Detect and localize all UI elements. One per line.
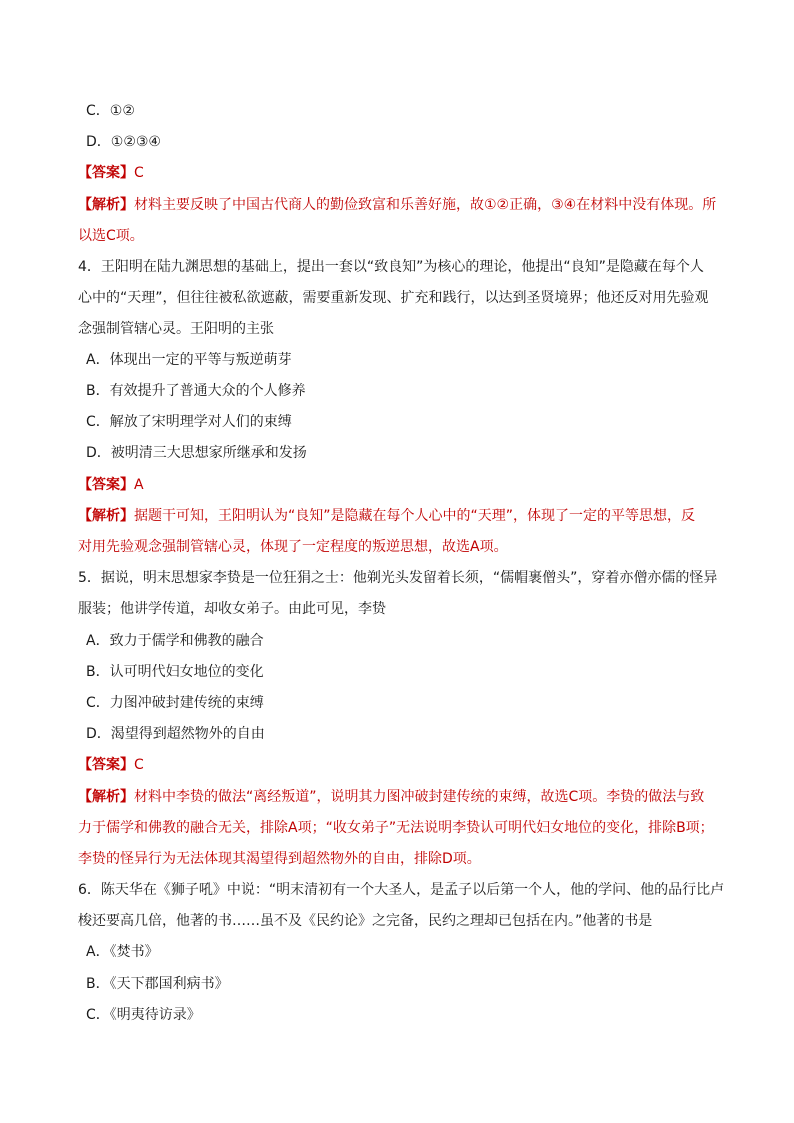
q4-analysis-line-1	[78, 506, 732, 526]
q5-stem-line-1: 5．据说，明末思想家李贽是一位狂狷之士：他剃光头发留着长须，“儒帽裹僧头”，穿着亦僧亦儒的怪异	[78, 570, 718, 586]
answer-tag: 【答案】	[78, 757, 134, 773]
q5-analysis-line-1	[78, 787, 732, 807]
q5-analysis-line-2: 力于儒学和佛教的融合无关，排除A项；“收女弟子”无法说明李贽认可明代妇女地位的变化，排除B项；	[78, 820, 714, 836]
analysis-text: 材料主要反映了中国古代商人的勤俭致富和乐善好施，故①②正确，③④在材料中没有体现。所	[134, 197, 717, 213]
q5-answer	[78, 755, 732, 775]
q3-answer	[78, 163, 732, 183]
q5-stem-line-2: 服装；他讲学传道，却收女弟子。由此可见，李贽	[78, 601, 386, 617]
q5-option-c: C．力图冲破封建传统的束缚	[86, 695, 264, 711]
q6-stem-line-2: 梭还要高几倍，他著的书……虽不及《民约论》之完备，民约之理却已包括在内。”他著的书是	[78, 913, 653, 929]
answer-value: C	[134, 165, 144, 181]
q4-answer	[78, 475, 732, 495]
q4-stem-line-2: 心中的“天理”，但往往被私欲遮蔽，需要重新发现、扩充和践行，以达到圣贤境界；他还反对用先验观	[78, 290, 709, 306]
answer-value: C	[134, 757, 144, 773]
q4-stem-line-3: 念强制管辖心灵。王阳明的主张	[78, 321, 274, 337]
q3-analysis-line-2: 以选C项。	[78, 228, 144, 244]
q4-option-a: A．体现出一定的平等与叛逆萌芽	[86, 352, 292, 368]
analysis-text: 据题干可知，王阳明认为“良知”是隐藏在每个人心中的“天理”，体现了一定的平等思想，反	[134, 508, 696, 524]
q4-option-d: D．被明清三大思想家所继承和发扬	[86, 445, 307, 461]
analysis-tag: 【解析】	[78, 789, 134, 805]
q6-option-b: B．《天下郡国利病书》	[86, 976, 229, 992]
q5-option-a: A．致力于儒学和佛教的融合	[86, 633, 264, 649]
q3-analysis-line-1	[78, 195, 732, 215]
q4-stem-line-1: 4．王阳明在陆九渊思想的基础上，提出一套以“致良知”为核心的理论，他提出“良知”是隐藏在每个人	[78, 259, 704, 275]
q6-option-a: A．《焚书》	[86, 944, 159, 960]
q4-option-c: C．解放了宋明理学对人们的束缚	[86, 414, 292, 430]
q5-analysis-line-3: 李贽的怪异行为无法体现其渴望得到超然物外的自由，排除D项。	[78, 851, 481, 867]
q4-analysis-line-2: 对用先验观念强制管辖心灵，体现了一定程度的叛逆思想，故选A项。	[78, 539, 508, 555]
answer-tag: 【答案】	[78, 477, 134, 493]
analysis-tag: 【解析】	[78, 508, 134, 524]
analysis-text: 材料中李贽的做法“离经叛道”，说明其力图冲破封建传统的束缚，故选C项。李贽的做法与致	[134, 789, 705, 805]
analysis-tag: 【解析】	[78, 197, 134, 213]
q3-option-d: D．①②③④	[86, 134, 161, 150]
q6-stem-line-1: 6．陈天华在《狮子吼》中说：“明末清初有一个大圣人，是孟子以后第一个人，他的学问、他的品行比卢	[78, 882, 725, 898]
answer-tag: 【答案】	[78, 165, 134, 181]
q6-option-c: C．《明夷待访录》	[86, 1007, 201, 1023]
answer-value: A	[134, 477, 144, 493]
q5-option-b: B．认可明代妇女地位的变化	[86, 664, 264, 680]
q4-option-b: B．有效提升了普通大众的个人修养	[86, 383, 306, 399]
q5-option-d: D．渴望得到超然物外的自由	[86, 726, 265, 742]
q3-option-c: C．①②	[86, 103, 135, 119]
